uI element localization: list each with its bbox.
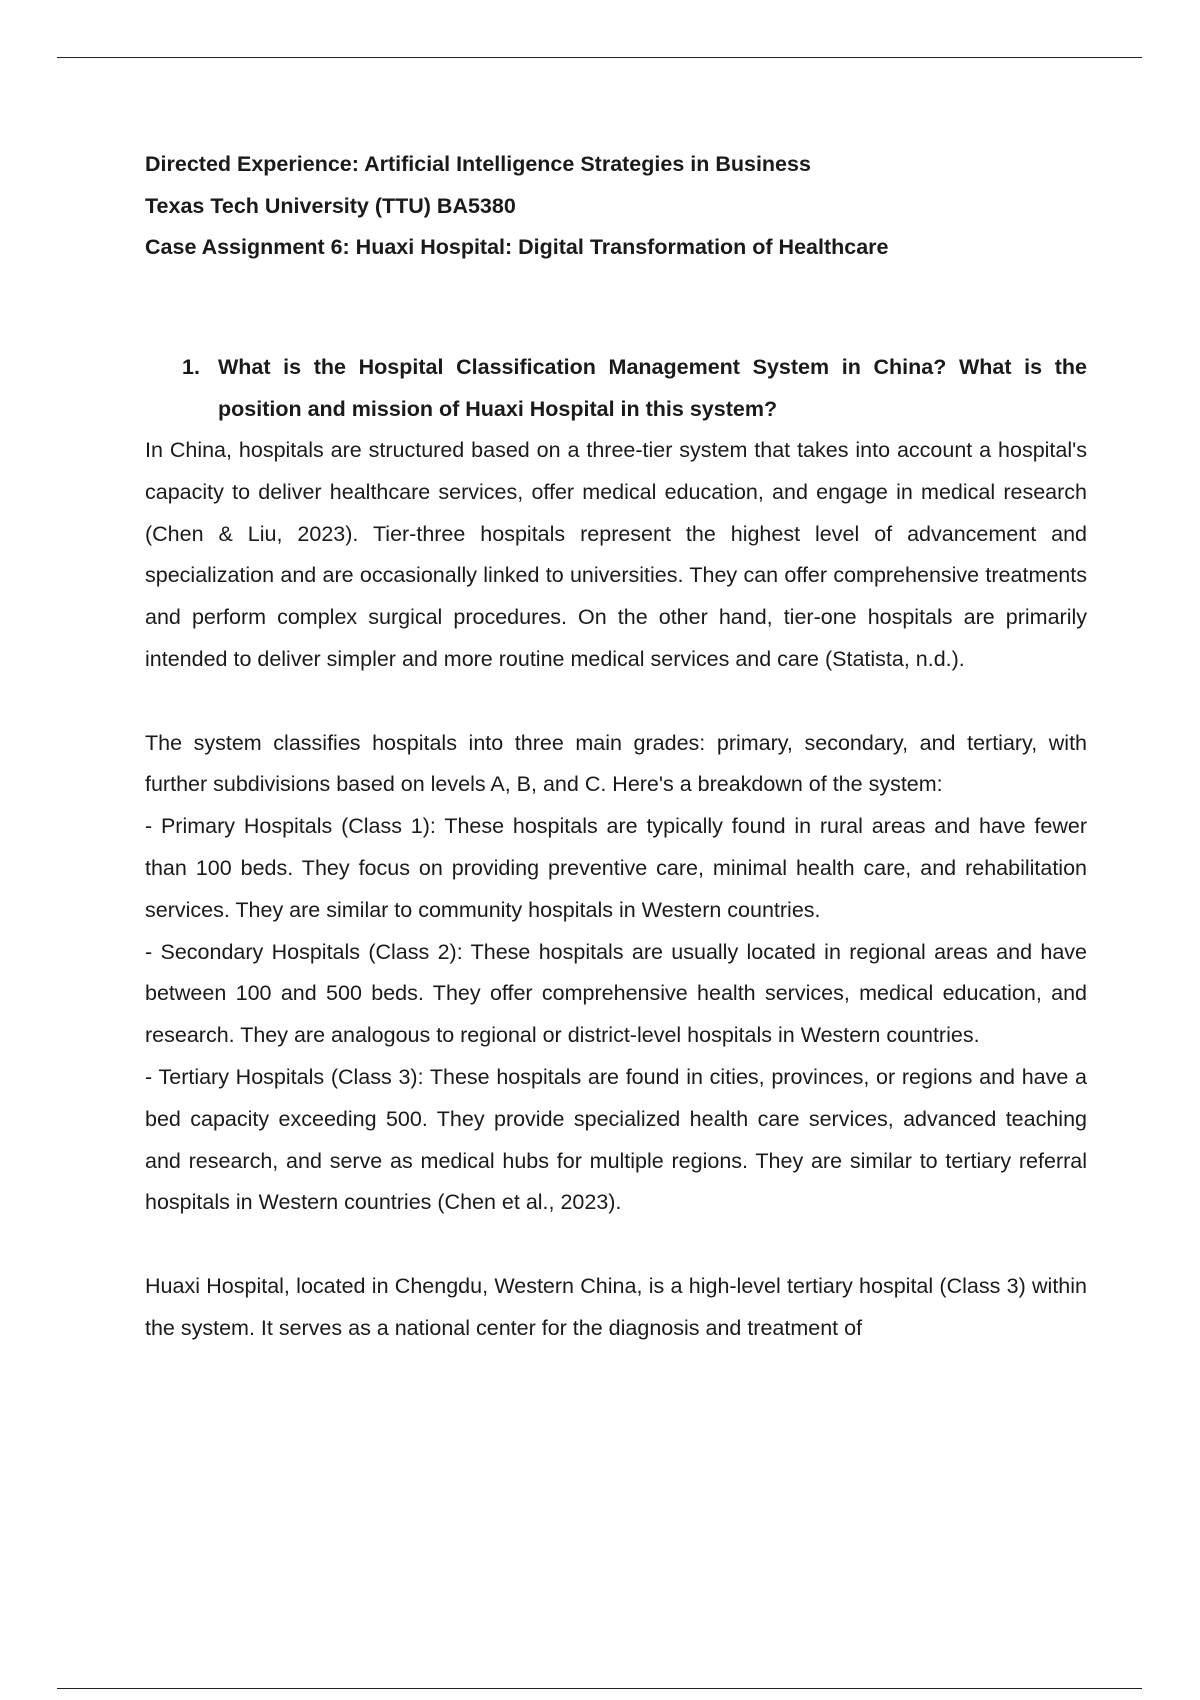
question-number: 1. (182, 355, 200, 379)
paragraph-tier-system: In China, hospitals are structured based on a three-tier system that takes into account a hospital's capacity to deliver healthcare services, offer medical education, and engage in medical research (Chen & Liu, 2023). Tier-three hospitals represent the highest level of advancement and specialization and are occasionally linked to universities. They can offer comprehensive treatments and perform complex surgical procedures. On the other hand, tier-one hospitals are primarily intended to deliver simpler and more routine medical services and care (Statista, n.d.). (145, 438, 1087, 671)
document-header (145, 144, 1095, 269)
paragraph-spacer (145, 681, 1087, 723)
list-item-tertiary-hospitals: - Tertiary Hospitals (Class 3): These hospitals are found in cities, provinces, or regions and have a bed capacity exceeding 500. They provide specialized health care services, advanced teaching and research, and serve as medical hubs for multiple regions. They are similar to tertiary referral hospitals in Western countries (Chen et al., 2023). (145, 1064, 1087, 1215)
document-body (145, 346, 1087, 1350)
list-item-secondary-hospitals: - Secondary Hospitals (Class 2): These hospitals are usually located in regional areas and have between 100 and 500 beds. They offer comprehensive health services, medical education, and research. They are analogous to regional or district-level hospitals in Western countries. (145, 939, 1087, 1048)
bottom-rule (57, 1688, 1142, 1689)
course-title: Directed Experience: Artificial Intelligence Strategies in Business (145, 152, 811, 176)
question-text: What is the Hospital Classification Management System in China? What is the position and mission of Huaxi Hospital in this system? (218, 355, 1087, 421)
assignment-title: Case Assignment 6: Huaxi Hospital: Digital Transformation of Healthcare (145, 235, 889, 259)
paragraph-huaxi-position: Huaxi Hospital, located in Chengdu, Western China, is a high-level tertiary hospital (Class 3) within the system. It serves as a national center for the diagnosis and treatment of (145, 1273, 1087, 1340)
university-course-code: Texas Tech University (TTU) BA5380 (145, 193, 516, 218)
top-rule (57, 57, 1142, 58)
paragraph-classification-intro: The system classifies hospitals into three main grades: primary, secondary, and tertiary, with further subdivisions based on levels A, B, and C. Here's a breakdown of the system: (145, 730, 1087, 797)
question-1 (145, 346, 1087, 430)
list-item-primary-hospitals: - Primary Hospitals (Class 1): These hospitals are typically found in rural areas and have fewer than 100 beds. They focus on providing preventive care, minimal health care, and rehabilitation services. They are similar to community hospitals in Western countries. (145, 814, 1087, 922)
paragraph-spacer (145, 1224, 1087, 1266)
